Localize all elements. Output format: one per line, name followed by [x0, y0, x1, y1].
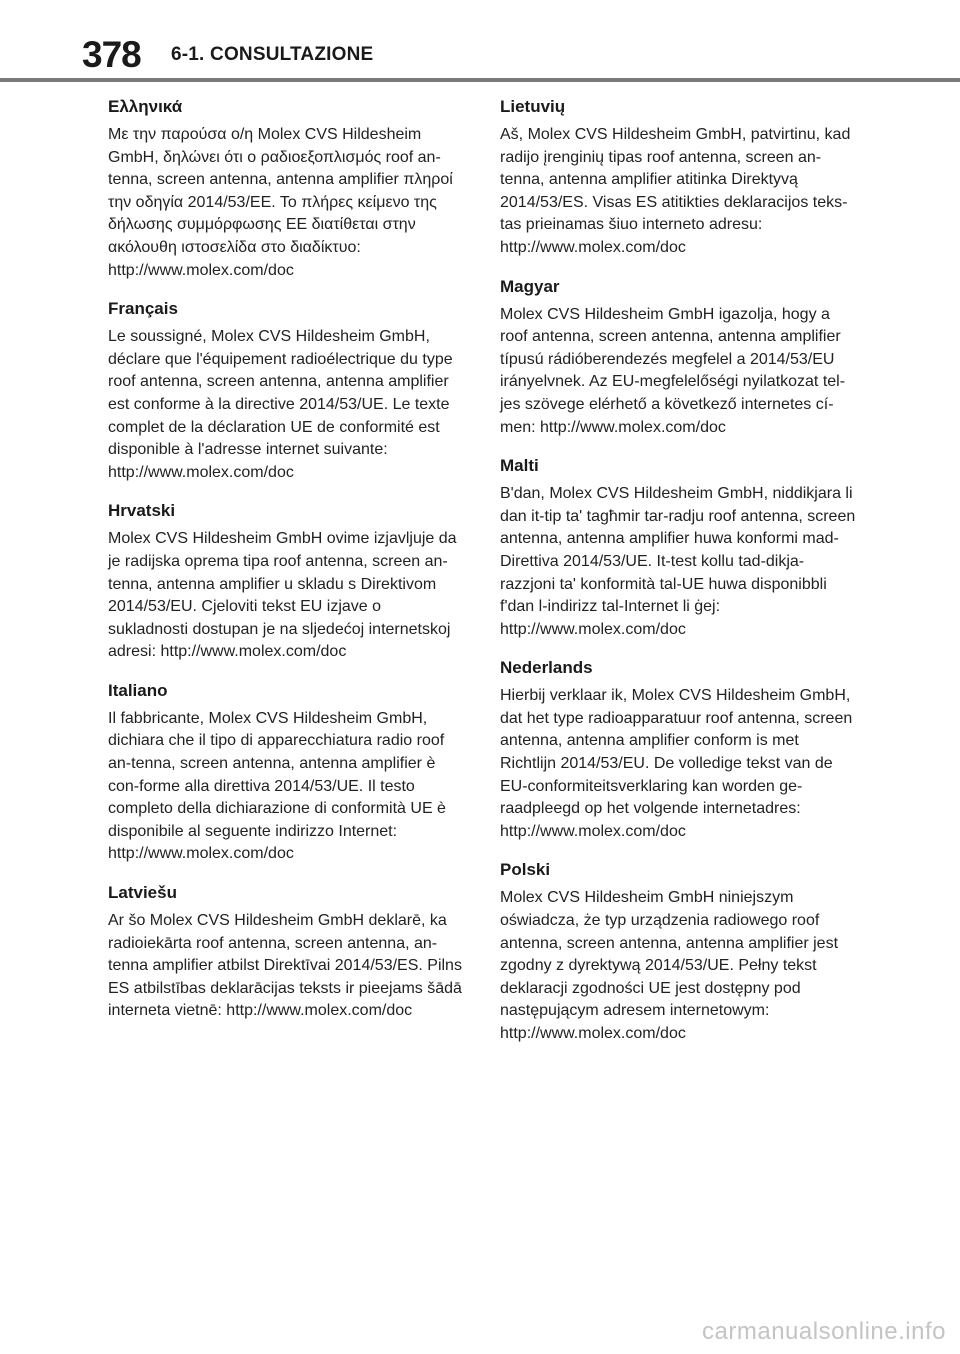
section-greek: [108, 96, 464, 282]
left-column: [108, 96, 464, 1039]
section-italian: [108, 680, 464, 866]
section-heading: Lietuvių: [500, 97, 566, 116]
section-polish: [500, 859, 856, 1045]
section-heading: Latviešu: [108, 883, 177, 903]
section-hungarian: [500, 276, 856, 440]
section-text: Με την παρούσα ο/η Molex CVS Hildesheim GmbH, δηλώνει ότι ο ραδιοεξοπλισμός roof an-tenna, screen antenna, antenna amplifier πληροί την οδηγία 2014/53/ΕΕ. Το πλήρες κείμενο της δήλωσης συμμόρφωσης ΕΕ διατίθεται στην ακόλουθη ιστοσελίδα στο διαδίκτυο: http://www.molex.com/doc: [108, 126, 453, 279]
page-number: 378: [82, 34, 141, 75]
section-heading: Malti: [500, 456, 539, 476]
section-text: Hierbij verklaar ik, Molex CVS Hildesheim GmbH, dat het type radioapparatuur roof antenna, screen antenna, antenna amplifier conform is met Richtlijn 2014/53/EU. De volledige tekst van de EU-conformiteitsverklaring kan worden ge-raadpleegd op het volgende internetadres: http://www.molex.com/doc: [500, 687, 853, 840]
section-dutch: [500, 657, 856, 843]
section-heading: Nederlands: [500, 658, 593, 678]
section-title: 6-1. CONSULTAZIONE: [171, 44, 374, 65]
right-column: [500, 96, 856, 1062]
section-lithuanian: [500, 96, 856, 260]
section-text: Ar šo Molex CVS Hildesheim GmbH deklarē, ka radioiekārta roof antenna, screen antenna, an-tenna amplifier atbilst Direktīvai 2014/53/ES. Pilns ES atbilstības deklarācijas teksts ir pieejams šādā interneta vietnē: http://www.molex.com/doc: [108, 912, 462, 1020]
section-text: Molex CVS Hildesheim GmbH niniejszym oświadcza, że typ urządzenia radiowego roof antenna, screen antenna, antenna amplifier jest zgodny z dyrektywą 2014/53/UE. Pełny tekst deklaracji zgodności UE jest dostępny pod następującym adresem internetowym: http://www.molex.com/doc: [500, 889, 839, 1042]
watermark-text: carmanualsonline.info: [702, 1318, 946, 1345]
section-heading: Polski: [500, 860, 551, 880]
section-french: [108, 298, 464, 484]
section-heading: Italiano: [108, 680, 168, 700]
section-heading: Français: [108, 299, 178, 319]
section-text: B'dan, Molex CVS Hildesheim GmbH, niddikjara li dan it-tip ta' tagħmir tar-radju roof antenna, screen antenna, antenna amplifier huwa konformi mad-Direttiva 2014/53/UE. It-test kollu tad-dikja-razzjoni ta' konformità tal-UE huwa disponibbli f'dan l-indirizz tal-Internet li ġej: http://www.molex.com/doc: [500, 485, 856, 638]
header-divider: [0, 78, 960, 82]
section-maltese: [500, 455, 856, 641]
section-text: Le soussigné, Molex CVS Hildesheim GmbH, déclare que l'équipement radioélectrique du type roof antenna, screen antenna, antenna amplifier est conforme à la directive 2014/53/UE. Le texte complet de la déclaration UE de conformité est disponible à l'adresse internet suivante: http://www.molex.com/doc: [108, 328, 453, 481]
section-heading: Ελληνικά: [108, 97, 183, 116]
section-croatian: [108, 500, 464, 664]
section-heading: Hrvatski: [108, 501, 176, 521]
section-text: Molex CVS Hildesheim GmbH ovime izjavljuje da je radijska oprema tipa roof antenna, screen an-tenna, antenna amplifier u skladu s Direktivom 2014/53/EU. Cjeloviti tekst EU izjave o sukladnosti dostupan je na sljedećoj internetskoj adresi: http://www.molex.com/doc: [108, 530, 457, 661]
section-text: Molex CVS Hildesheim GmbH igazolja, hogy a roof antenna, screen antenna, antenna amplifier típusú rádióberendezés megfelel a 2014/53/EU irányelvnek. Az EU-megfelelőségi nyilatkozat tel-jes szövege elérhető a következő internetes cí-men: http://www.molex.com/doc: [500, 305, 846, 436]
section-latvian: [108, 882, 464, 1023]
section-text: Aš, Molex CVS Hildesheim GmbH, patvirtinu, kad radijo įrenginių tipas roof antenna, screen an-tenna, antenna amplifier atitinka Direktyvą 2014/53/ES. Visas ES atitikties deklaracijos teks-tas prieinamas šiuo interneto adresu: http://www.molex.com/doc: [500, 126, 851, 256]
section-text: Il fabbricante, Molex CVS Hildesheim GmbH, dichiara che il tipo di apparecchiatura radio roof an-tenna, screen antenna, antenna amplifier è con-forme alla direttiva 2014/53/UE. Il testo completo della dichiarazione di conformità UE è disponibile al seguente indirizzo Internet: http://www.molex.com/doc: [108, 709, 446, 863]
section-heading: Magyar: [500, 276, 560, 296]
page-header: [0, 0, 960, 84]
